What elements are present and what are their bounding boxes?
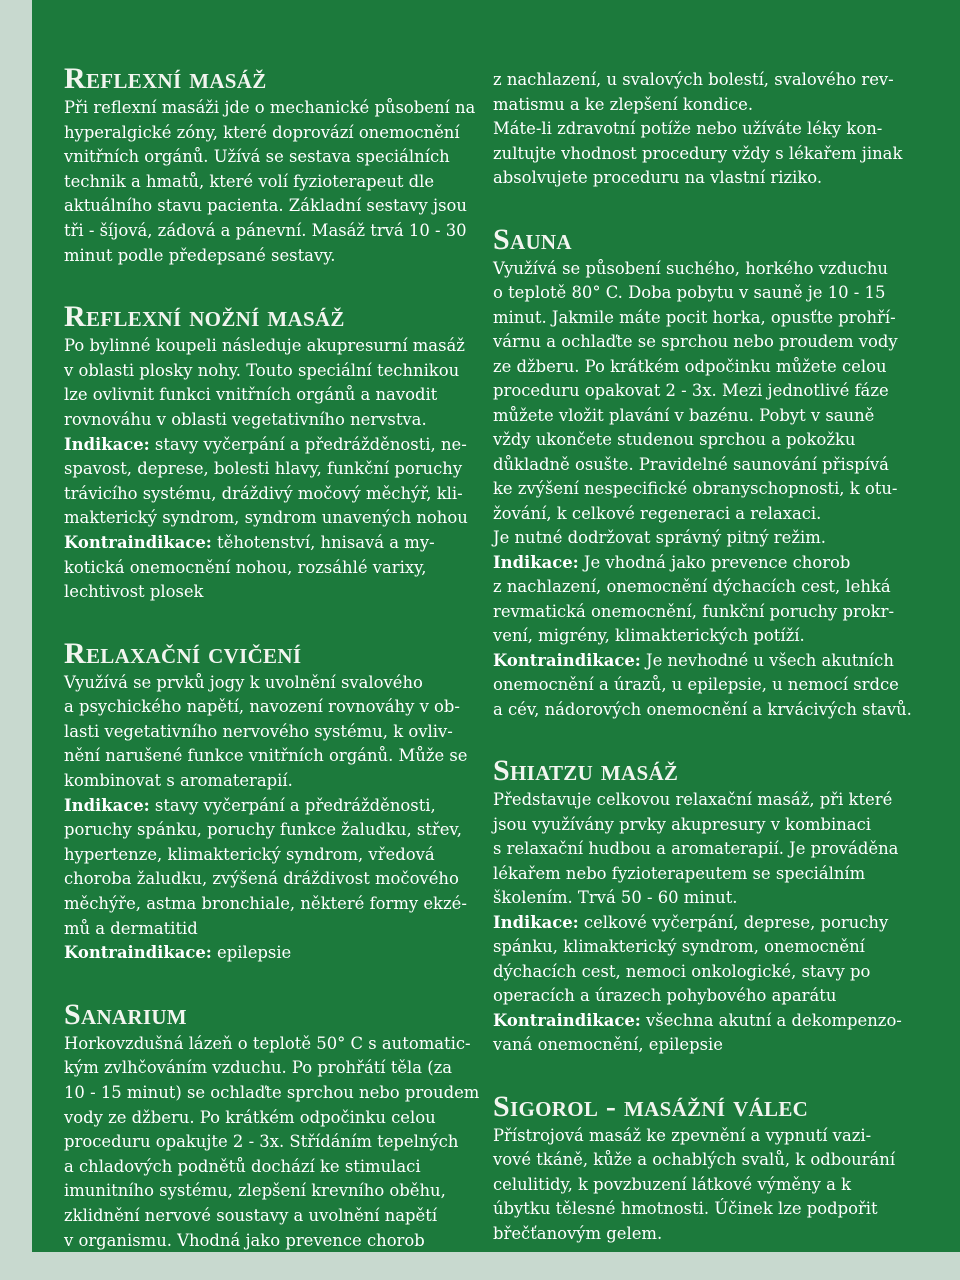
body-text-line: kotická onemocnění nohou, rozsáhlé varixy, [64, 557, 427, 577]
body-text-line: žování, k celkové regeneraci a relaxaci. [493, 503, 822, 523]
field-text: epilepsie [211, 943, 292, 963]
section-heading: Reflexní nožní masáž [64, 300, 345, 334]
body-text-line: Využívá se působení suchého, horkého vzduchu [493, 258, 888, 278]
body-text-line: Využívá se prvků jogy k uvolnění svalového [64, 672, 423, 692]
body-text-line: lasti vegetativního nervového systému, k ovliv- [64, 721, 453, 741]
body-text-line: kým zvlhčováním vzduchu. Po prohřátí těla (za [64, 1058, 453, 1078]
section-heading: Shiatzu masáž [493, 754, 679, 787]
body-text-line: vení, migrény, klimakterických potíží. [493, 626, 805, 645]
field-label: Indikace: [493, 552, 579, 572]
field-label: Indikace: [493, 912, 579, 932]
field-label: Kontraindikace: [64, 943, 212, 963]
body-text-line: měchýře, astma bronchiale, některé formy ekzé- [64, 894, 467, 914]
body-text-line: technik a hmatů, které volí fyzioterapeut dle [64, 171, 435, 191]
body-text-line: tři - šíjová, zádová a pánevní. Masáž trvá 10 - 30 [64, 220, 467, 240]
body-text-line: s relaxační hudbou a aromaterapií. Je prováděna [493, 839, 899, 858]
body-text-line: operacích a úrazech pohybového aparátu [493, 986, 837, 1005]
body-text-line: choroba žaludku, zvýšená dráždivost močového [64, 869, 459, 889]
body-text-line: 10 - 15 minut) se ochlaďte sprchou nebo proudem [64, 1083, 480, 1102]
body-text-line: lékařem nebo fyzioterapeutem se speciálním [493, 863, 866, 883]
body-text-line: hypertenze, klimakterický syndrom, vředová [64, 844, 435, 864]
labeled-text-line [64, 531, 476, 556]
body-text-line: vody ze džberu. Po krátkém odpočinku celou [64, 1107, 436, 1127]
body-text-line: matismu a ke zlepšení kondice. [493, 94, 754, 114]
body-text-line: Představuje celkovou relaxační masáž, při které [493, 790, 893, 809]
body-text-line: a cév, nádorových onemocnění a krvácivých stavů. [493, 699, 912, 719]
body-text-line: revmatická onemocnění, funkční poruchy prokr- [493, 601, 894, 621]
section-spacer [64, 268, 476, 300]
field-text: Je nevhodné u všech akutních [640, 650, 894, 670]
section-spacer [64, 966, 476, 998]
body-text-line: mů a dermatitid [64, 918, 198, 938]
section-sauna [493, 222, 912, 723]
field-label: Indikace: [64, 434, 150, 454]
body-text-line: poruchy spánku, poruchy funkce žaludku, střev, [64, 820, 462, 840]
body-text-line: lze ovlivnit funkci vnitřních orgánů a navodit [64, 385, 438, 405]
body-text-line: minut podle předepsané sestavy. [64, 245, 336, 265]
body-text-line: hyperalgické zóny, které doprovází onemocnění [64, 122, 460, 142]
section-heading: Sanarium [64, 997, 187, 1031]
body-text-line: zklidnění nervové soustavy a uvolnění napětí [64, 1205, 438, 1225]
section-sanarium [64, 997, 480, 1253]
field-text: stavy vyčerpání a předrážděnosti, ne- [149, 434, 467, 454]
green-edge-strip [928, 0, 960, 640]
field-text: všechna akutní a dekompenzo- [640, 1010, 902, 1030]
section-heading: Reflexní masáž [64, 62, 267, 95]
body-text-line: a chladových podnětů dochází ke stimulaci [64, 1156, 421, 1176]
section-continued [493, 68, 905, 191]
body-text-line: zultujte vhodnost procedury vždy s lékařem jinak [493, 143, 903, 163]
body-text-line: školením. Trvá 50 - 60 minut. [493, 888, 738, 907]
body-text-line: vaná onemocnění, epilepsie [493, 1035, 723, 1054]
body-text-line: Přístrojová masáž ke zpevnění a vypnutí vazi- [493, 1125, 872, 1145]
field-label: Kontraindikace: [493, 1010, 641, 1030]
body-text-line: a psychického napětí, navození rovnováhy v ob- [64, 697, 460, 717]
section-spacer [493, 722, 905, 754]
body-text-line: imunitního systému, zlepšení krevního oběhu, [64, 1181, 446, 1201]
body-text-line: úbytku tělesné hmotnosti. Účinek lze podpořit [493, 1199, 878, 1218]
body-text-line: lechtivost plosek [64, 582, 204, 602]
field-text: stavy vyčerpání a předrážděnosti, [149, 795, 436, 815]
body-text-line: makterický syndrom, syndrom unavených nohou [64, 508, 468, 528]
section-spacer [64, 605, 476, 637]
field-label: Indikace: [64, 795, 150, 815]
labeled-text-line [493, 649, 905, 674]
section-reflexni-nozni-masaz [64, 300, 476, 605]
section-sigorol-masazni-valec [493, 1090, 905, 1247]
left-column [64, 62, 480, 1253]
body-text-line: ze džberu. Po krátkém odpočinku můžete celou [493, 356, 887, 376]
body-text-line: celulitidy, k povzbuzení látkové výměny a k [493, 1174, 852, 1194]
body-text-line: minut. Jakmile máte pocit horka, opusťte prohří- [493, 307, 896, 327]
right-column [493, 68, 912, 1246]
body-text-line: onemocnění a úrazů, u epilepsie, u nemocí srdce [493, 675, 899, 694]
field-text: celkové vyčerpání, deprese, poruchy [578, 912, 889, 932]
body-text-line: proceduru opakovat 2 - 3x. Mezi jednotlivé fáze [493, 381, 889, 400]
field-text: těhotenství, hnisavá a my- [211, 532, 435, 552]
body-text-line: vnitřních orgánů. Užívá se sestava speciálních [64, 147, 450, 167]
body-text-line: břečťanovým gelem. [493, 1223, 663, 1243]
body-text-line: vždy ukončete studenou sprchou a pokožku [493, 430, 856, 449]
section-reflexni-masaz [64, 62, 476, 268]
section-spacer [493, 191, 905, 223]
labeled-text-line [64, 941, 476, 966]
section-spacer [493, 1058, 905, 1090]
section-shiatzu-masaz [493, 754, 905, 1058]
field-label: Kontraindikace: [493, 650, 641, 670]
body-text-line: trávicího systému, dráždivý močový měchýř, kli- [64, 483, 463, 503]
labeled-text-line [64, 794, 476, 819]
labeled-text-line [64, 433, 476, 458]
body-text-line: rovnováhu v oblasti vegetativního nervstva. [64, 409, 427, 429]
body-text-line: proceduru opakujte 2 - 3x. Střídáním tepelných [64, 1132, 459, 1152]
body-text-line: z nachlazení, onemocnění dýchacích cest, lehká [493, 577, 891, 596]
labeled-text-line [493, 551, 905, 576]
body-text-line: z nachlazení, u svalových bolestí, svalového rev- [493, 70, 894, 89]
section-heading: Sauna [493, 222, 572, 256]
body-text-line: důkladně osušte. Pravidelné saunování přispívá [493, 454, 889, 474]
body-text-line: aktuálního stavu pacienta. Základní sestavy jsou [64, 196, 467, 216]
field-label: Kontraindikace: [64, 532, 212, 552]
body-text-line: dýchacích cest, nemoci onkologické, stavy po [493, 961, 871, 981]
body-text-line: Při reflexní masáži jde o mechanické působení na [64, 98, 476, 117]
body-text-line: ke zvýšení nespecifické obranyschopnosti, k otu- [493, 479, 898, 498]
section-heading: Relaxační cvičení [64, 636, 302, 670]
section-heading: Sigorol - masážní válec [493, 1089, 809, 1123]
body-text-line: spánku, klimakterický syndrom, onemocnění [493, 937, 865, 956]
body-text-line: várnu a ochlaďte se sprchou nebo proudem vody [493, 332, 898, 351]
body-text-line: spavost, deprese, bolesti hlavy, funkční poruchy [64, 459, 463, 479]
body-text-line: nění narušené funkce vnitřních orgánů. Může se [64, 746, 468, 766]
body-text-line: v oblasti plosky nohy. Touto speciální technikou [64, 360, 460, 380]
body-text-line: v organismu. Vhodná jako prevence chorob [64, 1230, 425, 1250]
body-text-line: můžete vložit plavání v bazénu. Pobyt v sauně [493, 405, 875, 425]
labeled-text-line [493, 1009, 905, 1034]
body-text-line: vové tkáně, kůže a ochablých svalů, k odbourání [493, 1150, 896, 1169]
body-text-line: Horkovzdušná lázeň o teplotě 50° C s automatic- [64, 1033, 471, 1053]
body-text-line: absolvujete proceduru na vlastní riziko. [493, 168, 823, 187]
field-text: Je vhodná jako prevence chorob [578, 552, 851, 572]
body-text-line: Je nutné dodržovat správný pitný režim. [493, 528, 826, 547]
body-text-line: kombinovat s aromaterapií. [64, 771, 293, 791]
labeled-text-line [493, 911, 905, 936]
body-text-line: jsou využívány prvky akupresury v kombinaci [493, 814, 871, 834]
body-text-line: o teplotě 80° C. Doba pobytu v sauně je 10 - 15 [493, 283, 886, 302]
section-relaxacni-cviceni [64, 637, 476, 966]
body-text-line: Po bylinné koupeli následuje akupresurní masáž [64, 336, 465, 356]
body-text-line: Máte-li zdravotní potíže nebo užíváte léky kon- [493, 119, 883, 138]
